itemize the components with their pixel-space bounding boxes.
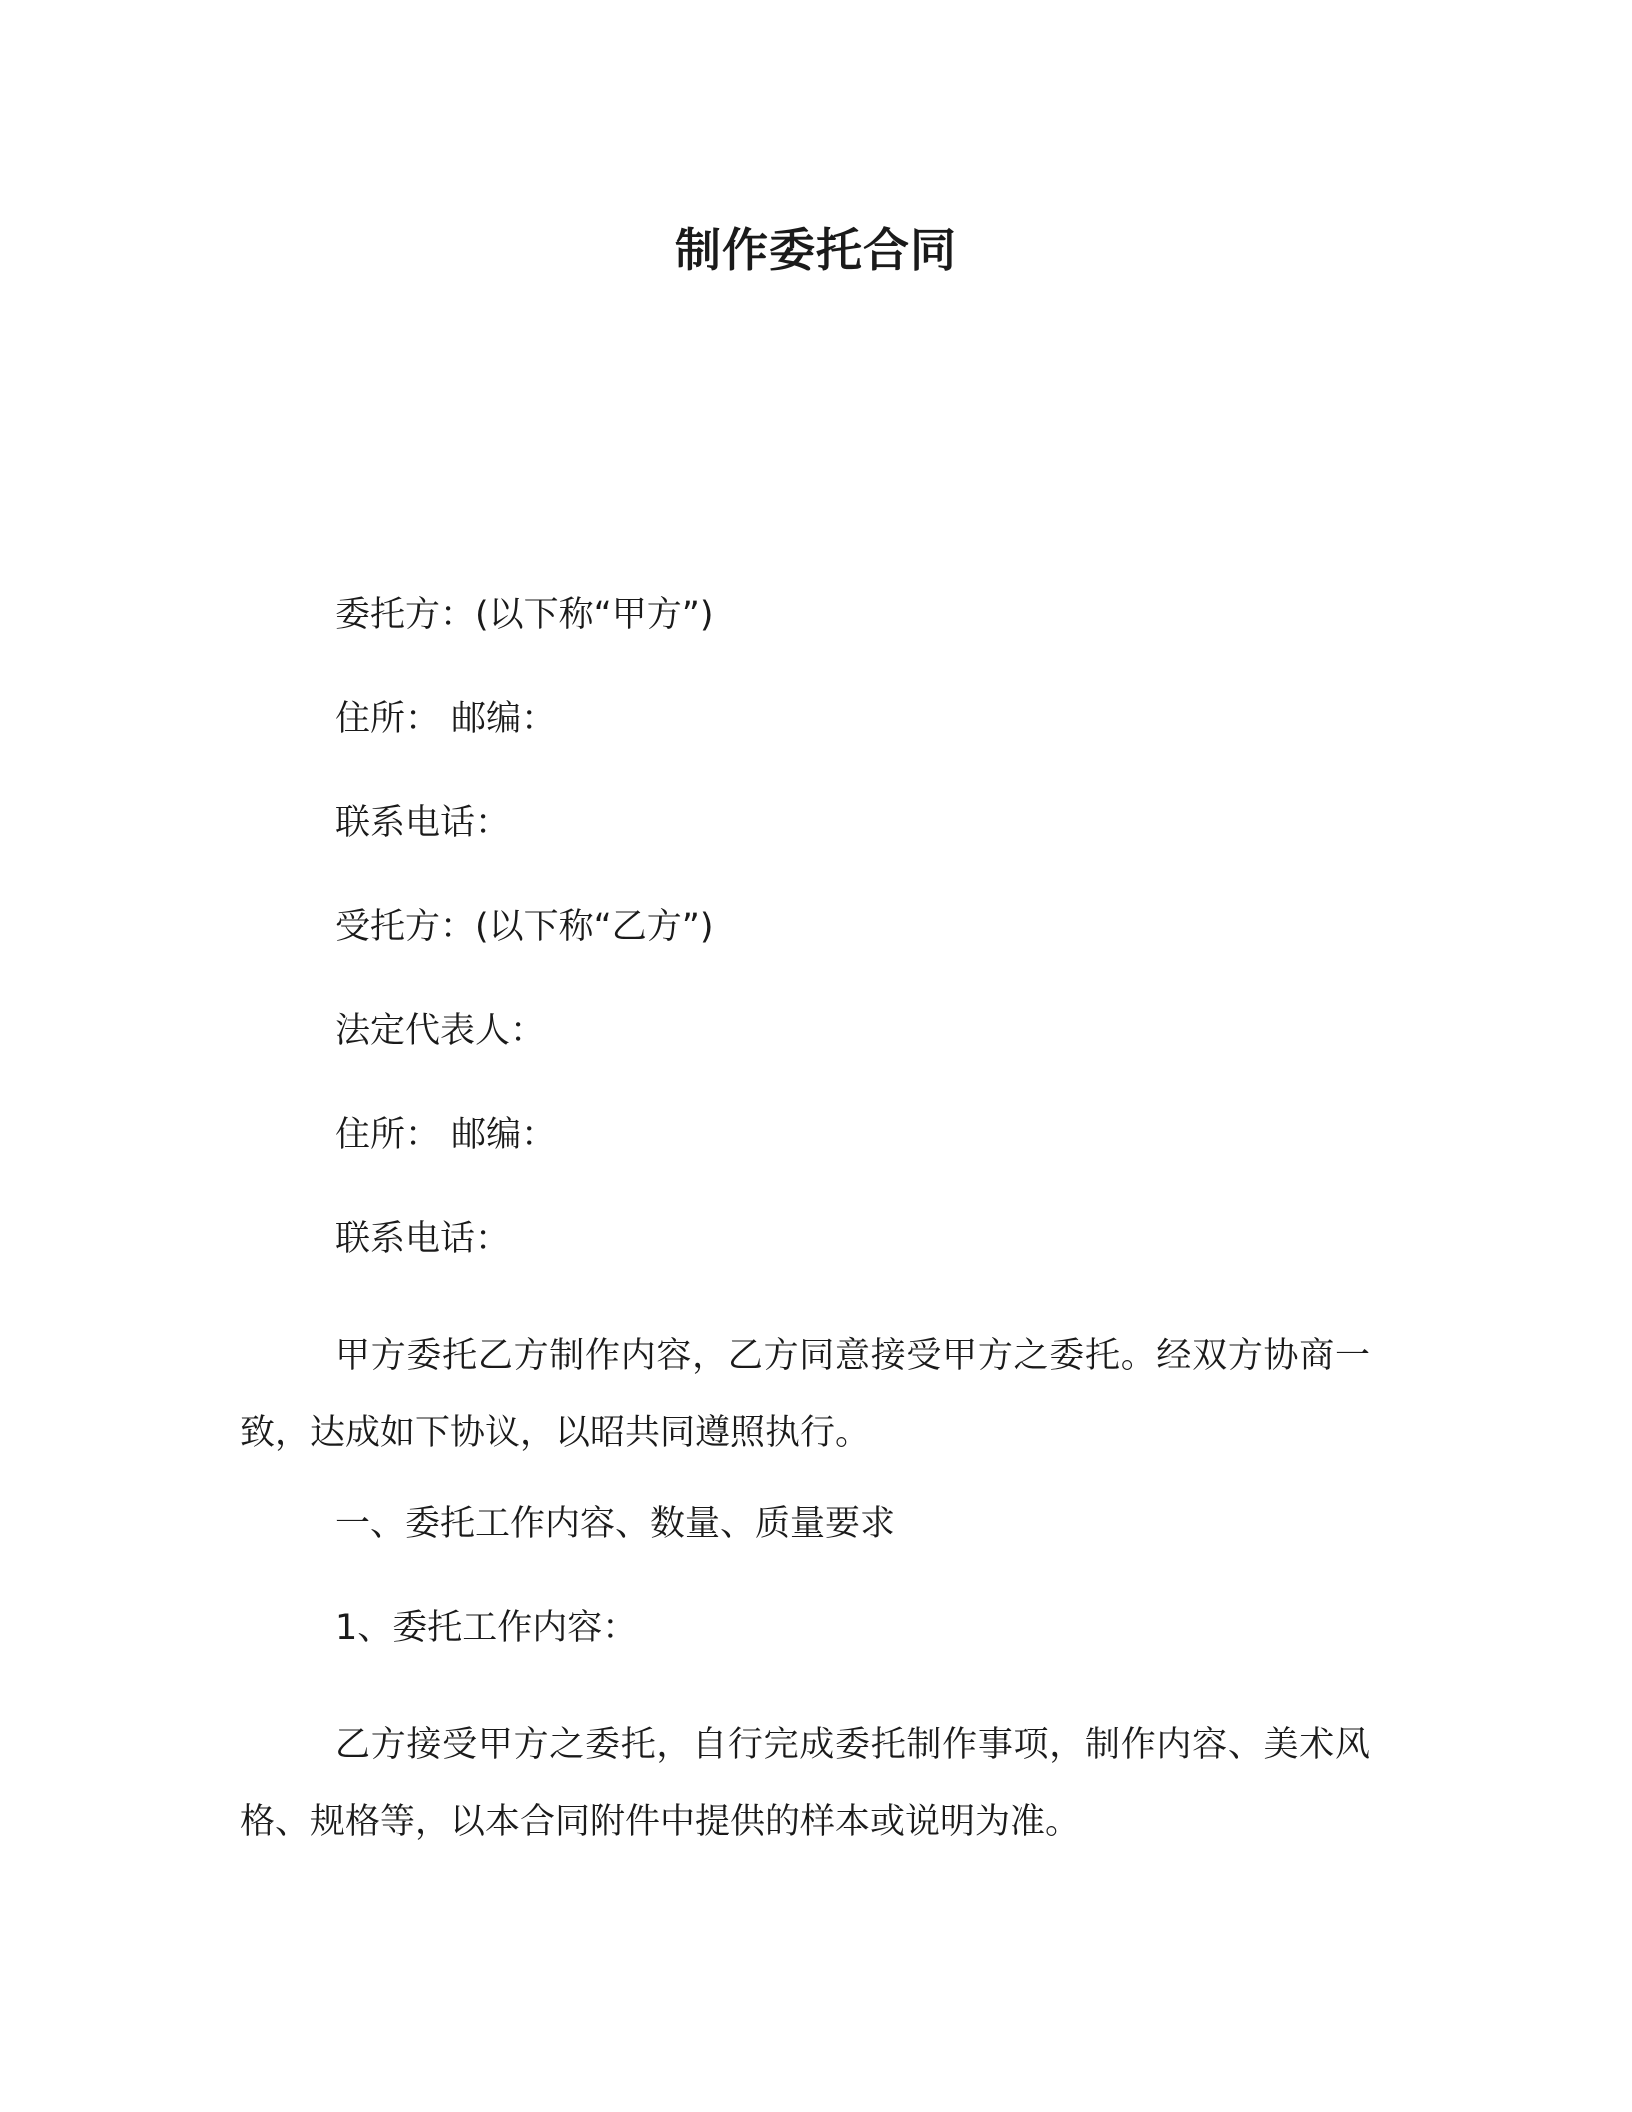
document-title: 制作委托合同 [675, 223, 957, 277]
party-a-phone: 联系电话： [335, 803, 511, 843]
intro-paragraph: 甲方委托乙方制作内容，乙方同意接受甲方之委托。经双方协商一致，达成如下协议，以昭共同遵照执行。 [240, 1336, 1370, 1453]
section-1-item-1-text: 乙方接受甲方之委托，自行完成委托制作事项，制作内容、美术风格、规格等，以本合同附件中提供的样本或说明为准。 [240, 1725, 1370, 1842]
document-body [240, 590, 1370, 1888]
party-b-phone: 联系电话： [335, 1219, 511, 1259]
party-b-legal-rep: 法定代表人： [335, 1011, 546, 1051]
section-1-item-1-heading: 1、委托工作内容： [335, 1608, 638, 1648]
party-a-address: 住所： 邮编： [335, 699, 557, 739]
party-b-trustee: 受托方：(以下称“乙方”) [335, 907, 714, 947]
section-1-heading: 一、委托工作内容、数量、质量要求 [335, 1504, 896, 1544]
party-a-client: 委托方：(以下称“甲方”) [335, 595, 714, 635]
party-b-address: 住所： 邮编： [335, 1115, 557, 1155]
